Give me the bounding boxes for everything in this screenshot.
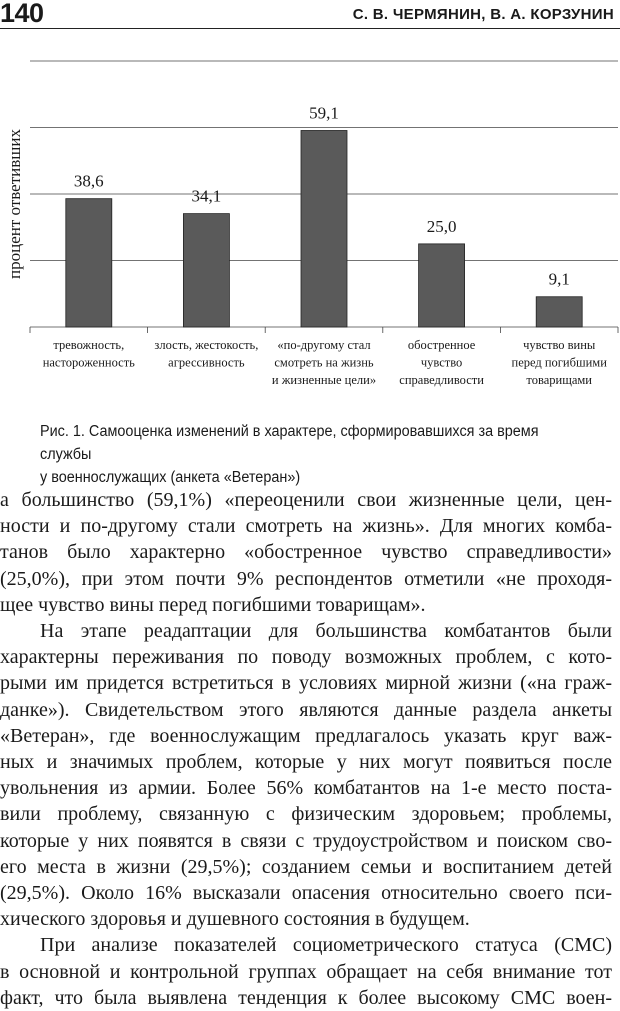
- bar-chart: [0, 45, 620, 405]
- text-line: ных и значимых проблем, которые у них могут появиться после: [0, 751, 612, 774]
- text-line: (29,5%). Около 16% высказали опасения относительно своего пси-: [0, 882, 612, 905]
- running-head: С. В. ЧЕРМЯНИН, В. А. КОРЗУНИН: [352, 6, 614, 23]
- text-line: которые у них появятся в связи с трудоустройством и поиском сво-: [0, 829, 612, 852]
- text-line: увольнения из армии. Более 56% комбатантов на 1-е место поста-: [0, 777, 612, 800]
- category-label: товарищами: [526, 373, 592, 387]
- data-label: 38,6: [73, 171, 104, 191]
- text-line: факт, что была выявлена тенденция к более высокому СМС воен-: [0, 986, 612, 1009]
- category-label: и жизненные цели»: [271, 373, 377, 387]
- data-label: 34,1: [191, 186, 222, 206]
- text-line: вили проблему, связанную с физическим здоровьем; проблемы,: [0, 803, 612, 826]
- text-line: хического здоровья и душевного состояния в будущем.: [0, 908, 470, 931]
- category-label: агрессивность: [168, 355, 245, 370]
- page-number: 140: [0, 0, 44, 28]
- text-line: данке»). Свидетельством этого являются данные раздела анкеты: [0, 698, 612, 721]
- category-label: «по-другому стал: [277, 338, 371, 352]
- data-label: 25,0: [426, 216, 457, 236]
- page-header: [0, 0, 620, 28]
- bar: [66, 199, 112, 327]
- text-line: На этапе реадаптации для большинства комбатантов были: [40, 620, 612, 643]
- bar: [419, 244, 465, 327]
- text-line: рыми им придется встретиться в условиях мирной жизни («на граж-: [0, 672, 612, 695]
- category-label: настороженность: [42, 355, 135, 370]
- data-label: 59,1: [309, 103, 339, 123]
- category-label: перед погибшими: [511, 355, 607, 370]
- data-label: 9,1: [548, 269, 570, 289]
- text-line: танов было характерно «обостренное чувство справедливости»: [0, 541, 612, 564]
- category-label: тревожность,: [53, 338, 125, 352]
- figure-caption: [40, 420, 561, 489]
- bar: [536, 297, 582, 327]
- text-line: характерны переживания по поводу возможных проблем, с кото-: [0, 646, 612, 669]
- category-label: смотреть на жизнь: [274, 355, 374, 370]
- header-rule: [0, 28, 620, 29]
- category-label: чувство вины: [523, 338, 596, 352]
- text-line: При анализе показателей социометрического статуса (СМС): [40, 934, 612, 957]
- bar: [183, 214, 229, 327]
- category-label: справедливости: [399, 373, 484, 387]
- text-line: «Ветеран», где военнослужащим предлагалось указать круг важ-: [0, 724, 612, 747]
- paragraph-1: [0, 487, 612, 618]
- text-line: в основной и контрольной группах обращает на себя внимание тот: [0, 960, 612, 983]
- caption-line-1: Рис. 1. Самооценка изменений в характере, сформировавшихся за время службы: [40, 423, 539, 463]
- text-line: его места в жизни (29,5%); созданием семьи и воспитанием детей: [0, 855, 612, 878]
- y-axis-label: процент ответивших: [5, 129, 24, 279]
- text-line: а большинство (59,1%) «переоценили свои жизненные цели, цен-: [0, 489, 612, 511]
- category-label: злость, жестокость,: [154, 338, 259, 352]
- text-line: щее чувство вины перед погибшими товарищам».: [0, 593, 426, 616]
- category-label: обостренное: [407, 338, 476, 352]
- caption-line-2: у военнослужащих (анкета «Ветеран»): [40, 469, 301, 486]
- bar: [301, 130, 347, 327]
- category-label: чувство: [420, 355, 463, 370]
- text-line: ности и по-другому стали смотреть на жизнь». Для многих комба-: [0, 515, 612, 538]
- paragraph-3: [0, 932, 612, 1011]
- body-text: [0, 487, 612, 1011]
- text-line: (25,0%), при этом почти 9% респондентов отметили «не проходя-: [0, 567, 612, 590]
- paragraph-2: [0, 618, 612, 932]
